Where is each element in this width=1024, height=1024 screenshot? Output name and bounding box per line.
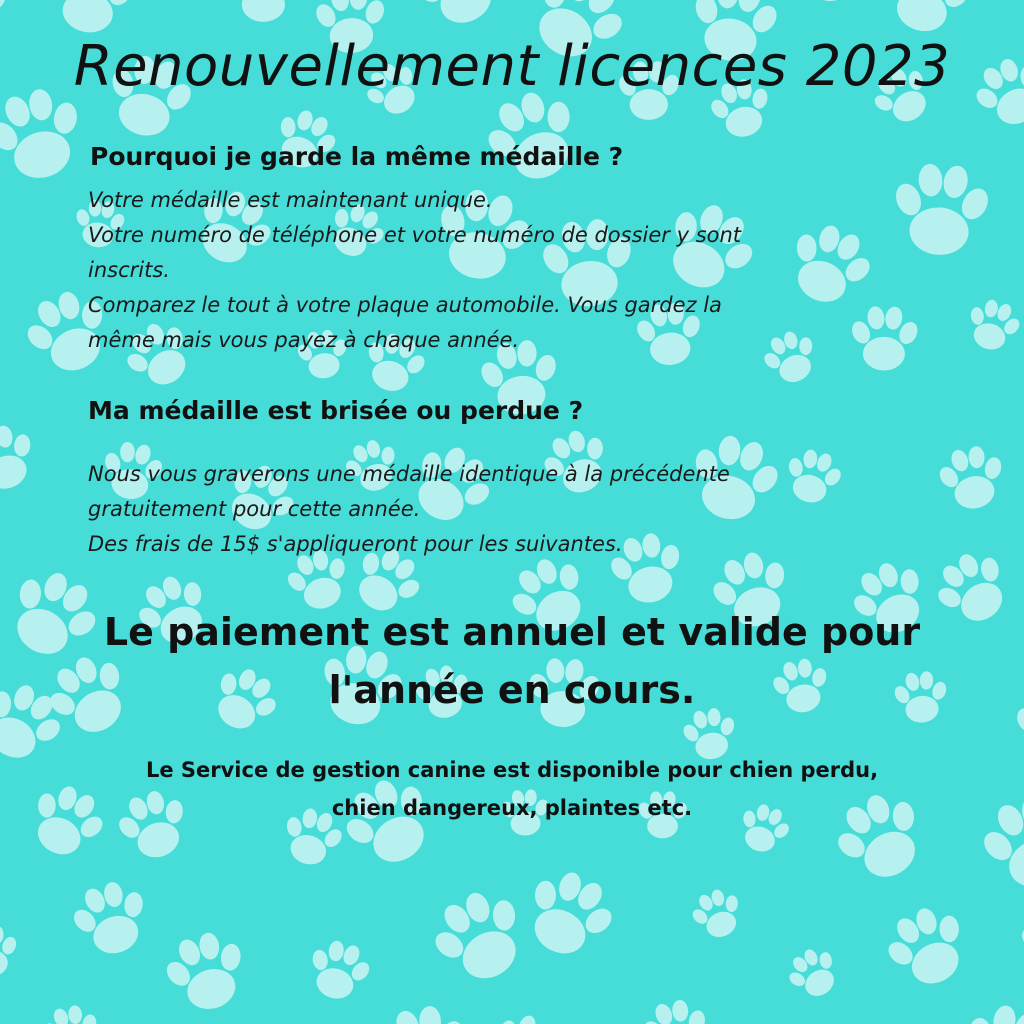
service-note (0, 751, 1024, 827)
section-body-same-medal (88, 183, 741, 358)
body-line: Votre médaille est maintenant unique. (88, 188, 493, 212)
payment-note-line: Le paiement est annuel et valide pour (103, 610, 921, 654)
body-line: Votre numéro de téléphone et votre numéro de dossier y sont (88, 223, 742, 247)
body-line: inscrits. (88, 258, 170, 282)
payment-note (0, 603, 1024, 719)
service-note-line: chien dangereux, plaintes etc. (331, 796, 693, 820)
page-title: Renouvellement licences 2023 (73, 34, 951, 99)
section-body-broken-lost (88, 457, 730, 562)
body-line: Des frais de 15$ s'appliqueront pour les suivantes. (88, 532, 623, 556)
body-line: gratuitement pour cette année. (88, 497, 421, 521)
service-note-line: Le Service de gestion canine est disponible pour chien perdu, (145, 758, 879, 782)
body-line: Comparez le tout à votre plaque automobile. Vous gardez la (88, 293, 722, 317)
payment-note-line: l'année en cours. (328, 668, 696, 712)
section-heading-broken-lost: Ma médaille est brisée ou perdue ? (88, 396, 584, 425)
section-heading-same-medal: Pourquoi je garde la même médaille ? (90, 142, 624, 171)
body-line: même mais vous payez à chaque année. (88, 328, 520, 352)
body-line: Nous vous graverons une médaille identique à la précédente (88, 462, 730, 486)
